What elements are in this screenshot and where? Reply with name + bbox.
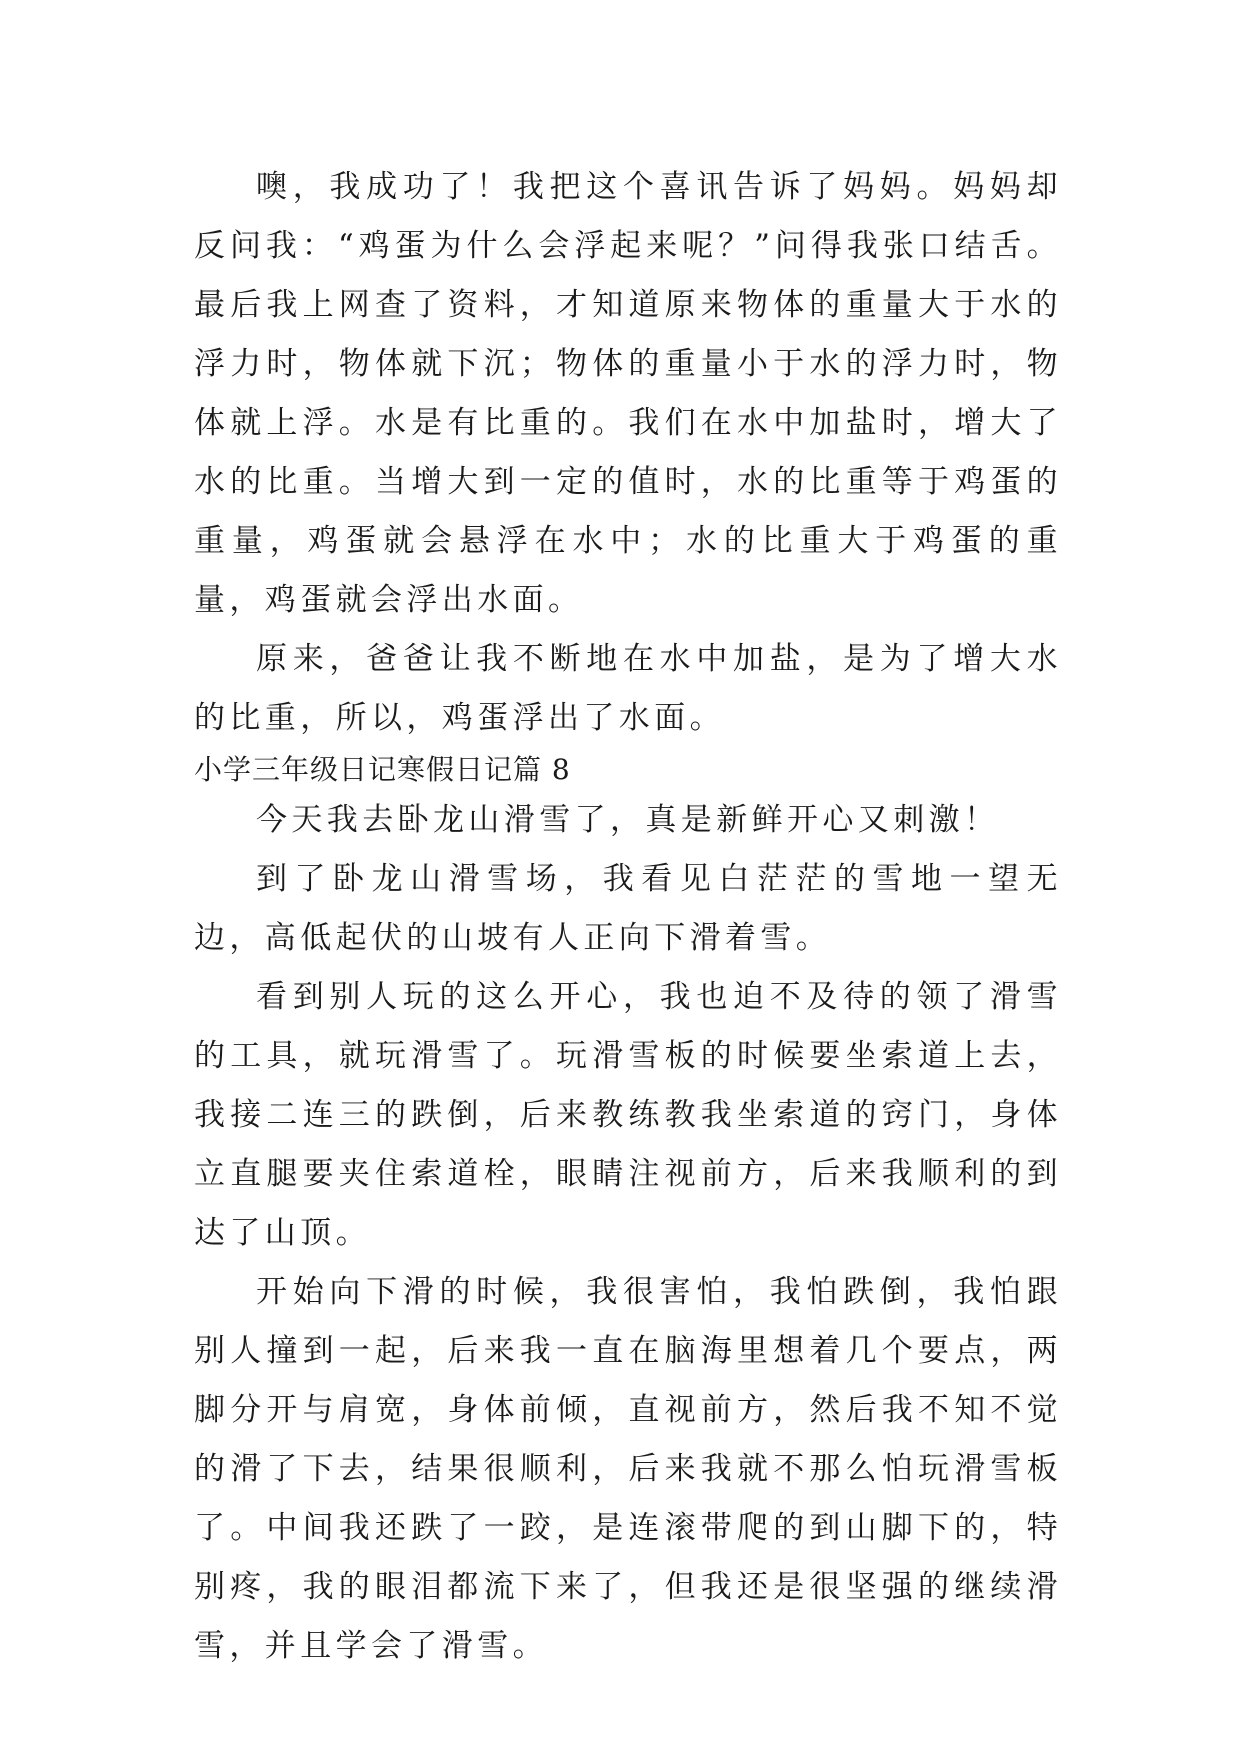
paragraph: 到了卧龙山滑雪场，我看见白茫茫的雪地一望无边，高低起伏的山坡有人正向下滑着雪。 [194, 861, 1062, 956]
entry-body [194, 791, 1062, 1676]
paragraph: 原来，爸爸让我不断地在水中加盐，是为了增大水的比重，所以，鸡蛋浮出了水面。 [194, 641, 1062, 736]
paragraph: 今天我去卧龙山滑雪了，真是新鲜开心又刺激！ [256, 802, 1000, 838]
paragraph: 看到别人玩的这么开心，我也迫不及待的领了滑雪的工具，就玩滑雪了。玩滑雪板的时候要坐索道上去，我接二连三的跌倒，后来教练教我坐索道的窍门，身体立直腿要夹住索道栓，眼睛注视前方，后来我顺利的到达了山顶。 [194, 979, 1062, 1251]
paragraph: 开始向下滑的时候，我很害怕，我怕跌倒，我怕跟别人撞到一起，后来我一直在脑海里想着几个要点，两脚分开与肩宽，身体前倾，直视前方，然后我不知不觉的滑了下去，结果很顺利，后来我就不那么怕玩滑雪板了。中间我还跌了一跤，是连滚带爬的到山脚下的，特别疼，我的眼泪都流下来了，但我还是很坚强的继续滑雪，并且学会了滑雪。 [194, 1274, 1062, 1664]
entry-title: 小学三年级日记寒假日记篇 8 [194, 753, 571, 786]
paragraph: 噢，我成功了！我把这个喜讯告诉了妈妈。妈妈却反问我：“鸡蛋为什么会浮起来呢？”问得我张口结舌。最后我上网查了资料，才知道原来物体的重量大于水的浮力时，物体就下沉；物体的重量小于水的浮力时，物体就上浮。水是有比重的。我们在水中加盐时，增大了水的比重。当增大到一定的值时，水的比重等于鸡蛋的重量，鸡蛋就会悬浮在水中；水的比重大于鸡蛋的重量，鸡蛋就会浮出水面。 [194, 169, 1062, 618]
previous-entry-body [194, 158, 1062, 748]
